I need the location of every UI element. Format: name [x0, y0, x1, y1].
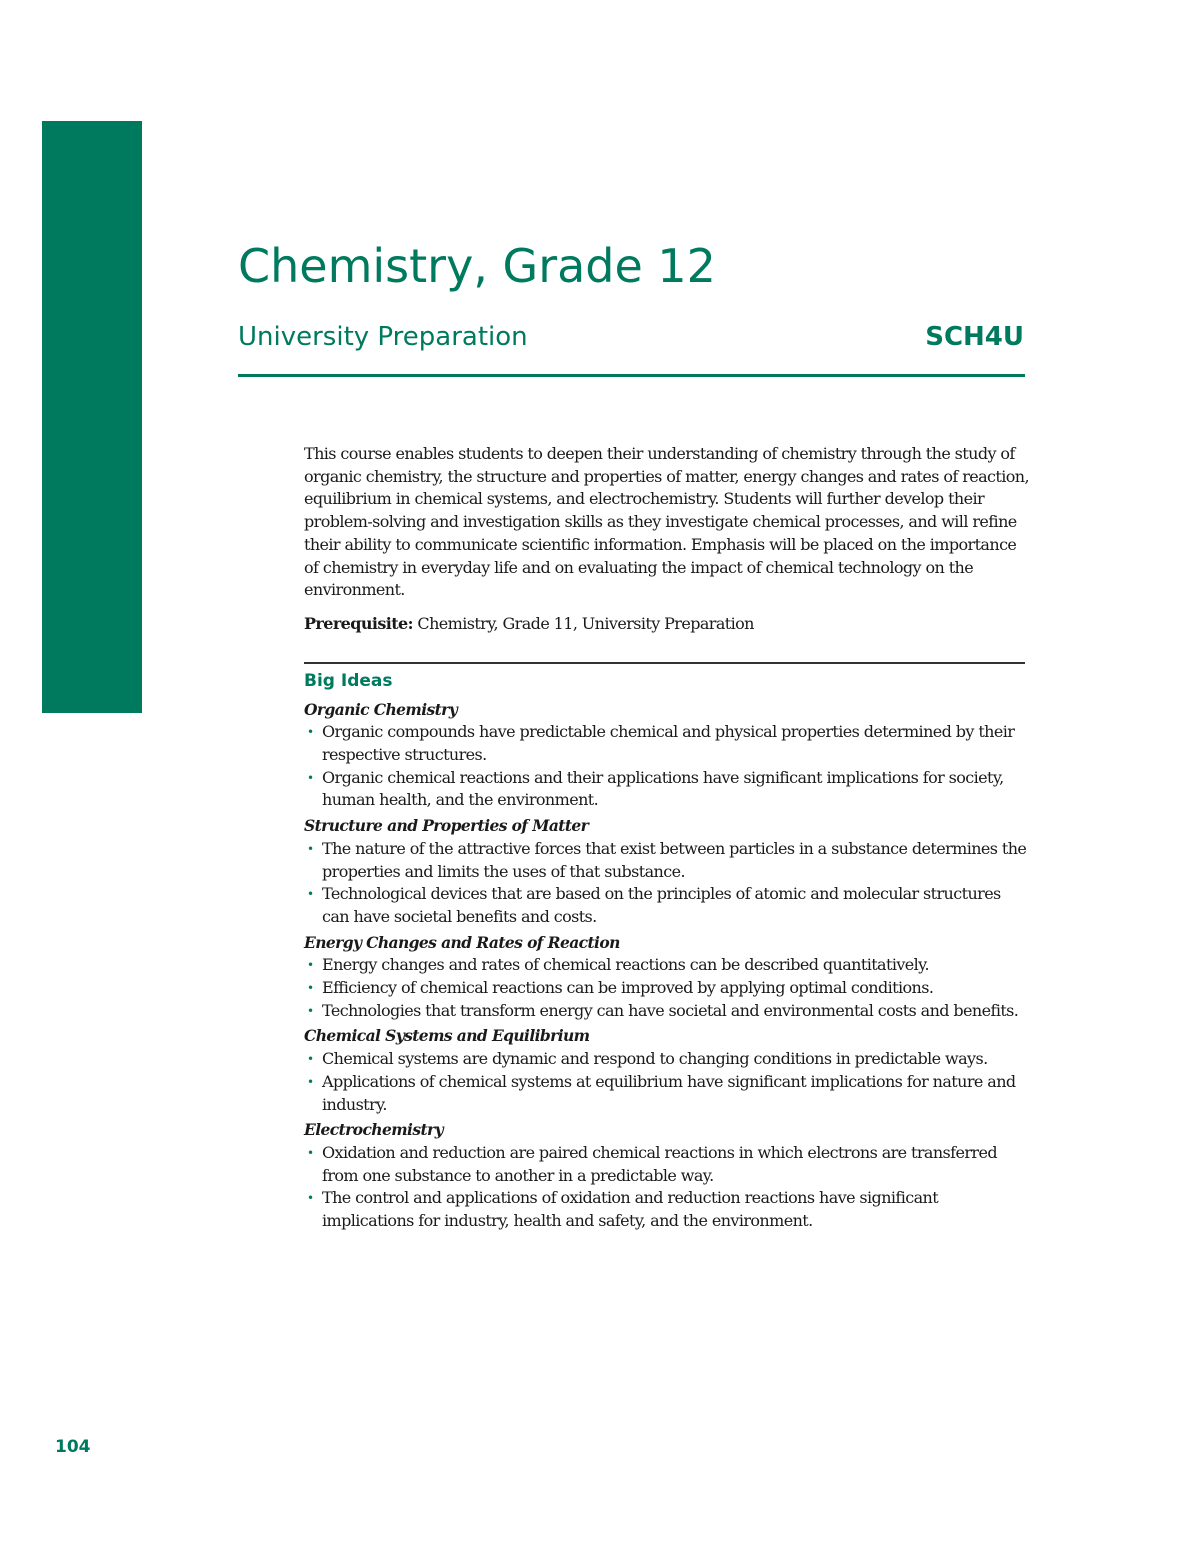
bullet-icon: • — [307, 887, 314, 902]
bullet-icon: • — [307, 841, 314, 856]
big-idea-group — [304, 815, 1032, 929]
prerequisite-label: Prerequisite: — [304, 613, 413, 633]
big-idea-item — [304, 838, 1032, 883]
big-idea-text: Chemical systems are dynamic and respond to changing conditions in predictable ways. — [322, 1049, 988, 1069]
big-idea-text: The control and applications of oxidation and reduction reactions have significant implications for industry, health and safety, and the environment. — [322, 1188, 939, 1231]
big-idea-items — [304, 721, 1032, 812]
big-idea-text: Energy changes and rates of chemical reactions can be described quantitatively. — [322, 955, 929, 975]
bullet-icon: • — [307, 1191, 314, 1206]
big-idea-group-title: Organic Chemistry — [304, 699, 458, 719]
big-idea-item — [304, 954, 1032, 977]
course-description: This course enables students to deepen their understanding of chemistry through the study of organic chemistry, the structure and properties of matter, energy changes and rates of reaction, equilibrium in chemical systems, and electrochemistry. Students will further develop their problem-solving and investigation skills as they investigate chemical processes, and will refine their ability to communicate scientific information. Emphasis will be placed on the importance of chemistry in everyday life and on evaluating the impact of chemical technology on the environment. — [304, 444, 1029, 600]
big-ideas-heading: Big Ideas — [304, 670, 393, 691]
big-idea-text: Applications of chemical systems at equilibrium have significant implications for nature and industry. — [322, 1071, 1016, 1114]
big-idea-item — [304, 1048, 1032, 1071]
big-idea-group — [304, 1025, 1032, 1116]
side-tab-decoration — [42, 121, 142, 713]
bullet-icon: • — [307, 1145, 314, 1160]
big-idea-group — [304, 699, 1032, 813]
bullet-icon: • — [307, 1003, 314, 1018]
big-idea-group — [304, 1119, 1032, 1233]
big-idea-item — [304, 1187, 1032, 1232]
big-idea-group-title: Chemical Systems and Equilibrium — [304, 1026, 590, 1046]
big-idea-item — [304, 883, 1032, 928]
big-ideas-list — [304, 699, 1032, 1233]
big-idea-items — [304, 838, 1032, 929]
big-idea-group-title: Structure and Properties of Matter — [304, 816, 589, 836]
page-title: Chemistry, Grade 12 — [238, 239, 716, 293]
big-idea-item — [304, 721, 1032, 766]
big-idea-item — [304, 1071, 1032, 1116]
title-divider — [238, 374, 1025, 377]
course-code: SCH4U — [925, 322, 1024, 352]
big-idea-text: Efficiency of chemical reactions can be improved by applying optimal conditions. — [322, 978, 934, 998]
section-divider — [304, 662, 1025, 664]
big-idea-item — [304, 977, 1032, 1000]
course-subtitle: University Preparation — [238, 322, 528, 352]
big-idea-group — [304, 932, 1032, 1023]
big-idea-text: The nature of the attractive forces that exist between particles in a substance determines the properties and limits the uses of that substance. — [322, 838, 1027, 881]
big-idea-item — [304, 1142, 1032, 1187]
big-idea-item — [304, 1000, 1032, 1023]
big-idea-text: Technological devices that are based on the principles of atomic and molecular structures can have societal benefits and costs. — [322, 884, 1001, 926]
big-idea-text: Oxidation and reduction are paired chemical reactions in which electrons are transferred from one substance to another in a predictable way. — [322, 1142, 997, 1185]
bullet-icon: • — [307, 1052, 314, 1067]
big-idea-item — [304, 767, 1032, 812]
bullet-icon: • — [307, 958, 314, 973]
big-idea-items — [304, 1142, 1032, 1233]
bullet-icon: • — [307, 981, 314, 996]
main-content — [304, 443, 1032, 1236]
big-idea-items — [304, 1048, 1032, 1116]
bullet-icon: • — [307, 770, 314, 785]
big-idea-text: Organic compounds have predictable chemical and physical properties determined by their respective structures. — [322, 722, 1015, 765]
big-idea-group-title: Electrochemistry — [304, 1120, 443, 1140]
prerequisite — [304, 613, 1032, 636]
bullet-icon: • — [307, 725, 314, 740]
big-idea-text: Organic chemical reactions and their applications have significant implications for society, human health, and the environment. — [322, 767, 1004, 810]
bullet-icon: • — [307, 1074, 314, 1089]
big-idea-group-title: Energy Changes and Rates of Reaction — [304, 932, 620, 952]
big-idea-items — [304, 954, 1032, 1022]
prerequisite-value: Chemistry, Grade 11, University Preparation — [417, 613, 754, 633]
big-idea-text: Technologies that transform energy can have societal and environmental costs and benefits. — [322, 1000, 1019, 1020]
page-number: 104 — [55, 1437, 91, 1457]
